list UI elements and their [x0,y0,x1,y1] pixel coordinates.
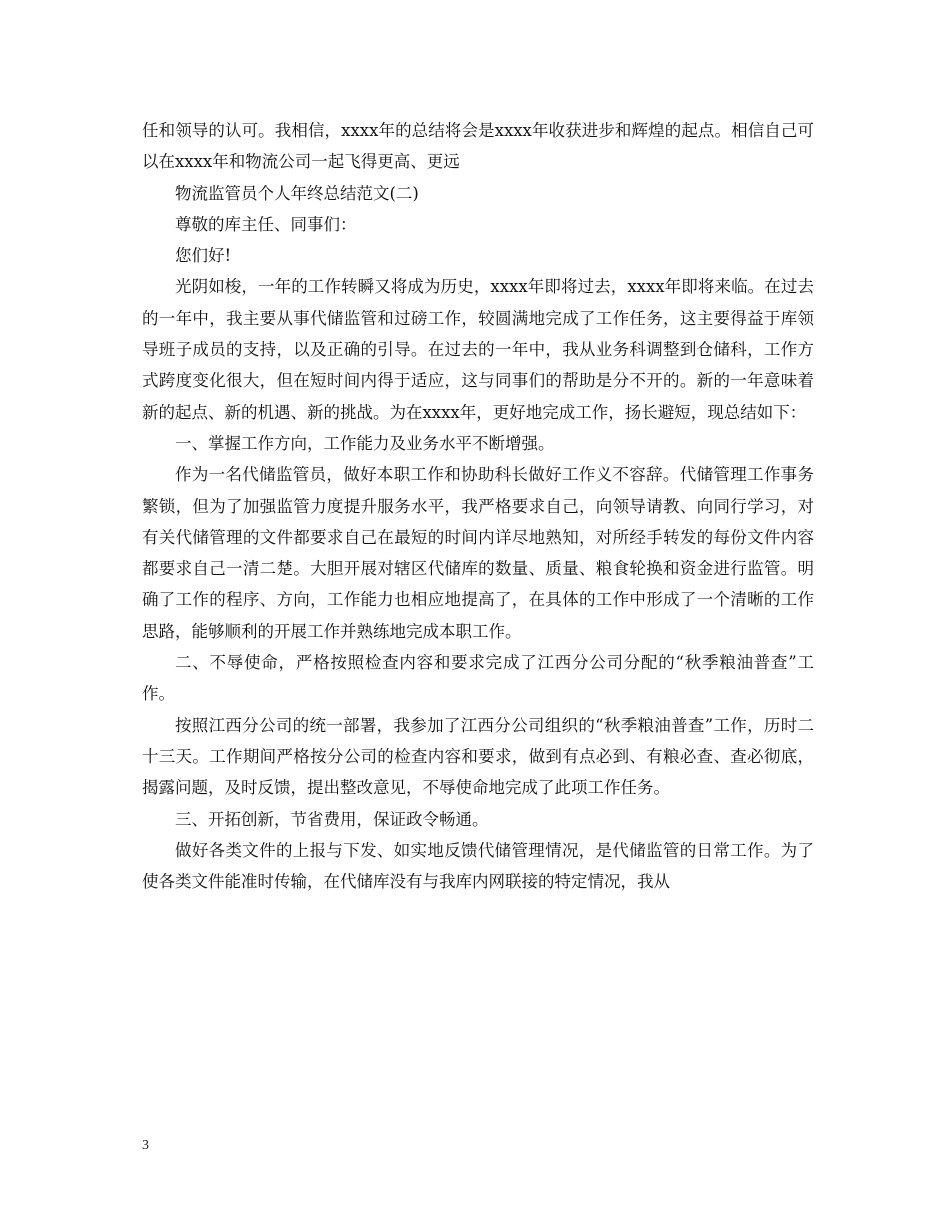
paragraph-3: 按照江西分公司的统一部署，我参加了江西分公司组织的“秋季粮油普查”工作，历时二十三天。工作期间严格按分公司的检查内容和要求，做到有点必到、有粮必查、查必彻底，揭露问题，及时反馈，提出整改意见，不辱使命地完成了此项工作任务。 [142,715,814,798]
page-number: 3 [142,1138,149,1153]
paragraph-1: 任和领导的认可。我相信，xxxx年的总结将会是xxxx年收获进步和辉煌的起点。相信自己可以在xxxx年和物流公司一起飞得更高、更远 [142,121,814,172]
salutation: 尊敬的库主任、同事们： [175,214,357,234]
heading-2: 二、不辱使命，严格按照检查内容和要求完成了江西分公司分配的“秋季粮油普查”工作。 [142,653,814,704]
heading-3: 三、开拓创新，节省费用，保证政令畅通。 [175,809,489,829]
paragraph-intro: 光阴如梭，一年的工作转瞬又将成为历史，xxxx年即将过去，xxxx年即将来临。在过去的一年中，我主要从事代储监管和过磅工作，较圆满地完成了工作任务，这主要得益于库领导班子成员的支持，以及正确的引导。在过去的一年中，我从业务科调整到仓储科，工作方式跨度变化很大，但在短时间内得于适应，这与同事们的帮助是分不开的。新的一年意味着新的起点、新的机遇、新的挑战。为在xxxx年，更好地完成工作，扬长避短，现总结如下： [142,277,814,422]
document-body [142,115,814,897]
paragraph-2: 作为一名代储监管员，做好本职工作和协助科长做好工作义不容辞。代储管理工作事务繁锁，但为了加强监管力度提升服务水平，我严格要求自己，向领导请教、向同行学习，对有关代储管理的文件都要求自己在最短的时间内详尽地熟知，对所经手转发的每份文件内容都要求自己一清二楚。大胆开展对辖区代储库的数量、质量、粮食轮换和资金进行监管。明确了工作的程序、方向，工作能力也相应地提高了，在具体的工作中形成了一个清晰的工作思路，能够顺利的开展工作并熟练地完成本职工作。 [142,465,814,641]
greeting: 您们好! [175,246,232,266]
section-title: 物流监管员个人年终总结范文(二) [175,183,419,203]
heading-1: 一、掌握工作方向，工作能力及业务水平不断增强。 [175,433,555,453]
paragraph-4: 做好各类文件的上报与下发、如实地反馈代储管理情况，是代储监管的日常工作。为了使各类文件能准时传输，在代储库没有与我库内网联接的特定情况，我从 [142,840,814,892]
